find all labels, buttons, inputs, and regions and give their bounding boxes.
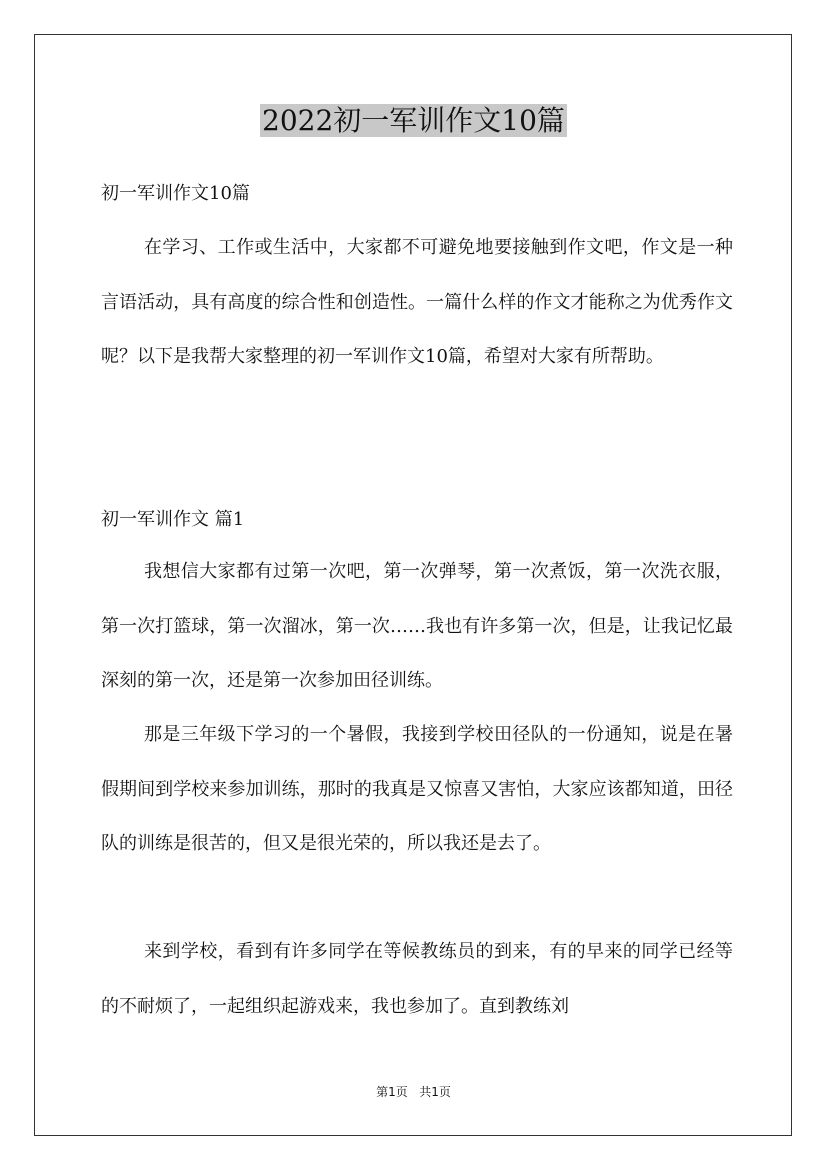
- body-paragraph-3: 来到学校，看到有许多同学在等候教练员的到来，有的早来的同学已经等的不耐烦了，一起组织起游戏来，我也参加了。直到教练刘: [101, 941, 733, 1017]
- intro-paragraph: 在学习、工作或生活中，大家都不可避免地要接触到作文吧，作文是一种言语活动，具有高度的综合性和创造性。一篇什么样的作文才能称之为优秀作文呢？以下是我帮大家整理的初一军训作文10篇，希望对大家有所帮助。: [101, 237, 733, 367]
- intro-heading: 初一军训作文10篇: [101, 183, 250, 204]
- page-total: 共1页: [419, 1085, 451, 1099]
- page-footer: [0, 1083, 827, 1101]
- section-heading: 初一军训作文 篇1: [101, 509, 245, 530]
- document-title: [0, 100, 827, 142]
- document-title-text: 2022初一军训作文10篇: [262, 104, 565, 137]
- body-paragraph-1: 我想信大家都有过第一次吧，第一次弹琴，第一次煮饭，第一次洗衣服，第一次打篮球，第一次溜冰，第一次……我也有许多第一次，但是，让我记忆最深刻的第一次，还是第一次参加田径训练。: [101, 561, 733, 691]
- page-number: 第1页: [376, 1085, 408, 1099]
- body-paragraph-2: 那是三年级下学习的一个暑假，我接到学校田径队的一份通知，说是在暑假期间到学校来参加训练，那时的我真是又惊喜又害怕，大家应该都知道，田径队的训练是很苦的，但又是很光荣的，所以我还是去了。: [101, 724, 733, 854]
